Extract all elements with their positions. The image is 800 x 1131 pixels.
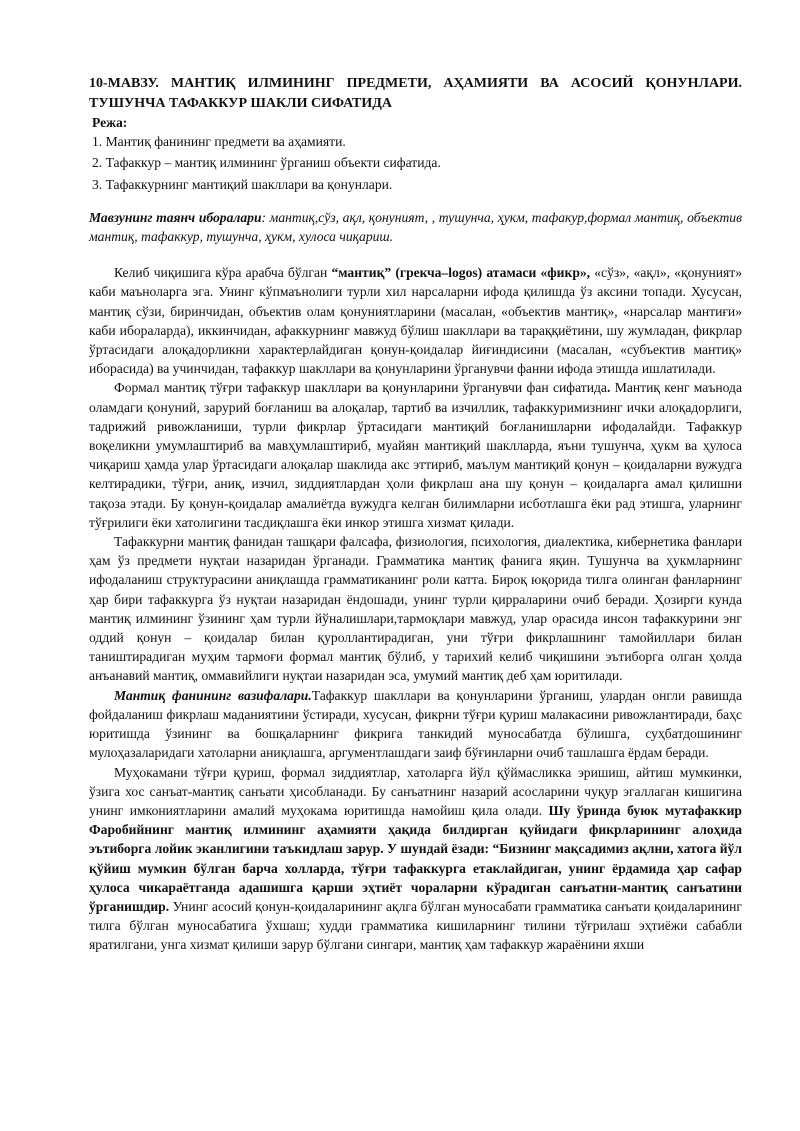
document-body — [89, 74, 742, 955]
keywords-label: Мавзунинг таянч иборалари — [89, 209, 262, 225]
paragraph-text: «сўз», «ақл», «қонуният» каби маъноларга эга. Унинг кўпмаънолиги турли хил нарсаларни ифода қилишда ўз аксини топади. Хусусан, мантиқ сўзи, биринчидан, объектив олам қонуниятларини (масалан, «объектив мантиқ», «нарсалар мантиғи» каби ибораларда), иккинчидан, афаккурнинг мавжуд бўлиш шакллари ва тараққиётини, шу жумладан, фикрлар ўртасидаги алоқадорликни характерлайдиган қонун-қоидалар йиғиндисини (масалан, «субъектив мантиқ» иборасида) ва учинчидан, тафаккур шакллари ва қонунларини ўрганувчи фанни ифода этишда ишлатилади. — [89, 265, 742, 377]
paragraph-5 — [89, 763, 742, 955]
paragraph-text: Муҳокамани тўғри қуриш, формал зиддиятлар, хатоларга йўл қўймасликка эришиш, айтиш мумкинки, ўзига хос санъат-мантиқ санъати ҳисобланади. Бу санъатнинг назарий асосларини чуқур эгаллаган кишигина унинг имкониятларини амалий муҳокама юритишда намойиш қила олади. — [89, 764, 742, 818]
plan-list — [89, 132, 742, 194]
paragraph-1 — [89, 263, 742, 378]
keywords-paragraph — [89, 208, 742, 246]
plan-item: 3. Тафаккурнинг мантиқий шакллари ва қонунлари. — [92, 176, 393, 192]
paragraph-text: Келиб чиқишига кўра арабча бўлган — [114, 265, 332, 281]
paragraph-bold-text: . — [606, 380, 611, 396]
farobiy-quote: Шу ўринда буюк мутафаккир Фаробийнинг мантиқ илмининг аҳамияти ҳақида билдирган қуйидаги фикрларининг алоҳида эътиборга лойик эканлигини таъкидлаш зарур. У шундай ёзади: “Бизнинг мақсадимиз ақлни, хатога йўл қўйиш мумкин бўлган барча холларда, тўғри тафаккурга етаклайдиган, унинг ёрдамида ҳар сафар ҳулоса чикараётганда адашишга қарши эҳтиёт чораларни кўрадиган санъатни-мантиқ санъатини ўрганишдир. — [89, 802, 742, 914]
plan-label: Режа: — [92, 115, 128, 130]
paragraph-4 — [89, 686, 742, 763]
paragraph-3: Тафаккурни мантиқ фанидан ташқари фалсафа, физиология, психология, диалектика, кибернетика фанлари ҳам ўз предмети нуқтаи назаридан ўрганади. Грамматика мантиқ фанига яқин. Тушунча ва ҳукмларнинг ифодаланиш структурасини аниқлашда грамматиканинг роли катта. Бироқ юқорида тилга олинган фанларнинг ҳар бири тафаккурга ўз нуқтаи назаридан ёндошади, унинг турли қирраларини очиб беради. Ҳозирги кунда мантиқ илмининг ўзининг ҳам турли йўналишлари,тармоқлари мавжуд, улар орасида инсон тафаккурини энг оддий қонун – қоидалар билан қуроллантирадиган, уни тўғри фикрлашнинг тамойиллари билан таништирадиган муҳим тармоғи формал мантиқ бўлиб, у тарихий келиб чиқишини эътиборга олган ҳолда анъанавий мантиқ, оммавийлиги нуқтаи назаридан эса, умумий мантиқ деб ҳам юритилади. — [89, 534, 742, 684]
paragraph-text: Мантиқ кенг маънода оламдаги қонуний, зарурий боғланиш ва алоқалар, тартиб ва изчиллик, тафаккуримизнинг ички алоқадорлиги, тадрижий ривожланиши, турли фикрлар ўртасидаги мантиқий боғланишларни ифодалайди. Тафаккур воқеликни умумлаштириб ва мавҳумлаштириб, муайян мантиқий шаклларда, яъни тушунча, ҳукм ва ҳулоса чиқариш ҳамда улар ўртасидаги алоқалар шаклида акс эттириб, маълум мантиқий қонун – қоидаларни вужудга келтирадики, тўғри, аниқ, изчил, зиддиятлардан ҳоли фикрлаш ана шу қонун – қоидаларга амал қилишни тақоза этади. Бу қонун-қоидалар амалиётда вужудга келган билимларни исботлашга ёки рад этишга, уларнинг тўғрилиги ёки хатолигини тасдиқлашга ёки инкор этишга хизмат қилади. — [89, 380, 742, 530]
plan-item: 2. Тафаккур – мантиқ илмининг ўрганиш объекти сифатида. — [92, 155, 441, 171]
page-title: 10-МАВЗУ. МАНТИҚ ИЛМИНИНГ ПРЕДМЕТИ, АҲАМИЯТИ ВА АСОСИЙ ҚОНУНЛАРИ. ТУШУНЧА ТАФАККУР ШАКЛИ СИФАТИДА — [89, 76, 742, 111]
paragraph-text: Унинг асосий қонун-қоидаларининг ақлга бўлган муносабати грамматика санъати қоидаларининг тилга бўлган муносабатига ўхшаш; худди грамматика кишиларнинг тилини тўғрилаш эҳтиёжи сабабли яратилгани, унга хизмат қилиши зарур бўлгани сингари, мантиқ ҳам тафаккур жараёнини яхши — [89, 898, 742, 953]
paragraph-text: Формал мантиқ тўғри тафаккур шакллари ва қонунларини ўрганувчи фан сифатида — [114, 380, 607, 396]
paragraph-text: Тафаккур шакллари ва қонунларини ўрганиш, улардан онгли равишда фойдаланиш фикрлаш маданиятини ўстиради, хусусан, фикрни тўғри қуриш малакасини ривожлантиради, баҳс юритишда ўзининг ва бошқаларнинг фикрига танкидий муносабатда бўлишга, суҳбатдошининг мулоҳазаларидаги хатоларни аниқлашга, аргументлашдаги заиф бўғинларни очиб ташлашга ёрдам беради. — [89, 687, 742, 761]
paragraph-bold-text: “мантиқ” (грекча–logos) атамаси «фикр», — [331, 265, 591, 281]
paragraph-2 — [89, 378, 742, 532]
plan-item: 1. Мантиқ фанининг предмети ва аҳамияти. — [92, 134, 346, 150]
section-heading-inline: Мантиқ фанининг вазифалари. — [114, 687, 312, 703]
keywords-text: : мантиқ,сўз, ақл, қонуният, , тушунча, ҳукм, тафакур,формал мантиқ, объектив мантиқ, тафаккур, тушунча, ҳукм, хулоса чиқариш. — [89, 209, 742, 245]
